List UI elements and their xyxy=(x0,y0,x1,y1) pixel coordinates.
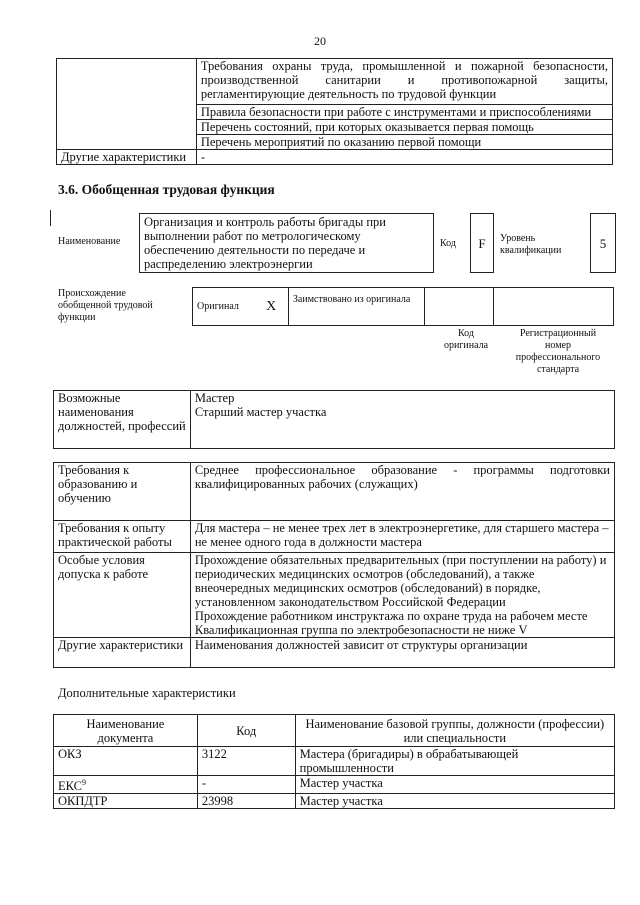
reg-number-cell xyxy=(494,288,614,326)
position-item: Мастер xyxy=(194,391,235,405)
name-cell: Мастера (бригадиры) в обрабатывающей промышленности xyxy=(295,747,614,776)
requirement-label: Особые условия допуска к работе xyxy=(54,553,191,638)
code-original-cell xyxy=(424,288,494,326)
name-cell: Мастер участка xyxy=(295,794,614,809)
borrowed-label: Заимствовано из оригинала xyxy=(288,288,424,326)
code-value: F xyxy=(478,236,486,251)
code-cell: 3122 xyxy=(197,747,295,776)
positions-table xyxy=(53,390,615,449)
function-name: Организация и контроль работы бригады при выполнении работ по метрологическому обеспечению деятельности по передаче и распределению электроэнергии xyxy=(144,215,386,271)
positions-label: Возможные наименования должностей, профессий xyxy=(54,391,191,449)
requirement-text: Квалификационная группа по электробезопасности не ниже V xyxy=(194,623,528,637)
text-cursor xyxy=(50,210,51,226)
requirement-text: Прохождение работником инструктажа по охране труда на рабочем месте xyxy=(194,609,588,623)
origin-label: Происхождение обобщенной трудовой функции xyxy=(58,288,153,323)
doc-text: ЕКС xyxy=(58,779,82,794)
knowledge-row: Правила безопасности при работе с инструментами и приспособлениями xyxy=(196,105,612,120)
code-cell: - xyxy=(197,776,295,794)
original-mark: X xyxy=(254,288,288,326)
additional-title: Дополнительные характеристики xyxy=(58,686,236,700)
additional-table xyxy=(53,714,615,809)
code-box xyxy=(470,213,494,273)
requirement-value: Наименования должностей зависит от структуры организации xyxy=(190,638,614,668)
section-heading: 3.6. Обобщенная трудовая функция xyxy=(58,182,275,197)
level-box xyxy=(590,213,616,273)
knowledge-row: Перечень состояний, при которых оказывается первая помощь xyxy=(196,120,612,135)
knowledge-row: Перечень мероприятий по оказанию первой помощи xyxy=(196,135,612,150)
requirements-table xyxy=(53,462,615,668)
other-characteristics-label: Другие характеристики xyxy=(57,150,197,165)
function-name-box xyxy=(139,213,434,273)
name-label: Наименование xyxy=(58,236,121,247)
requirement-label: Требования к опыту практической работы xyxy=(54,521,191,553)
positions-values xyxy=(190,391,614,449)
header-document: Наименование документа xyxy=(54,715,198,747)
level-label: Уровень квалификации xyxy=(500,233,562,256)
original-label: Оригинал xyxy=(193,288,255,326)
reg-number-caption: Регистрационный номер профессионального стандарта xyxy=(515,328,601,375)
requirement-label: Требования к образованию и обучению xyxy=(54,463,191,521)
header-name: Наименование базовой группы, должности (профессии) или специальности xyxy=(295,715,614,747)
requirement-value xyxy=(190,553,614,638)
doc-cell xyxy=(54,776,198,794)
code-original-caption: Код оригинала xyxy=(443,328,489,351)
knowledge-table xyxy=(56,58,613,165)
other-characteristics-value: - xyxy=(196,150,612,165)
position-item: Старший мастер участка xyxy=(194,405,327,419)
requirement-value: Среднее профессиональное образование - программы подготовки квалифицированных рабочих (служащих) xyxy=(190,463,614,521)
requirement-label: Другие характеристики xyxy=(54,638,191,668)
doc-cell: ОКПДТР xyxy=(54,794,198,809)
code-cell: 23998 xyxy=(197,794,295,809)
name-cell: Мастер участка xyxy=(295,776,614,794)
requirement-value: Для мастера – не менее трех лет в электроэнергетике, для старшего мастера – не менее одного года в должности мастера xyxy=(190,521,614,553)
empty-cell xyxy=(57,59,197,150)
page-number: 20 xyxy=(314,34,326,48)
origin-table xyxy=(192,287,614,326)
code-label: Код xyxy=(440,238,456,249)
header-code: Код xyxy=(197,715,295,747)
knowledge-row: Требования охраны труда, промышленной и пожарной безопасности, производственной санитарии и противопожарной защиты, регламентирующие деятельность по трудовой функции xyxy=(196,59,612,105)
doc-cell: ОКЗ xyxy=(54,747,198,776)
requirement-text: Прохождение обязательных предварительных (при поступлении на работу) и периодических медицинских осмотров (обследований), а также внеочередных медицинских осмотров (обследований) в порядке, установленном законодательством Российской Федерации xyxy=(194,553,607,609)
level-value: 5 xyxy=(599,236,607,251)
footnote-mark: 9 xyxy=(82,778,86,787)
